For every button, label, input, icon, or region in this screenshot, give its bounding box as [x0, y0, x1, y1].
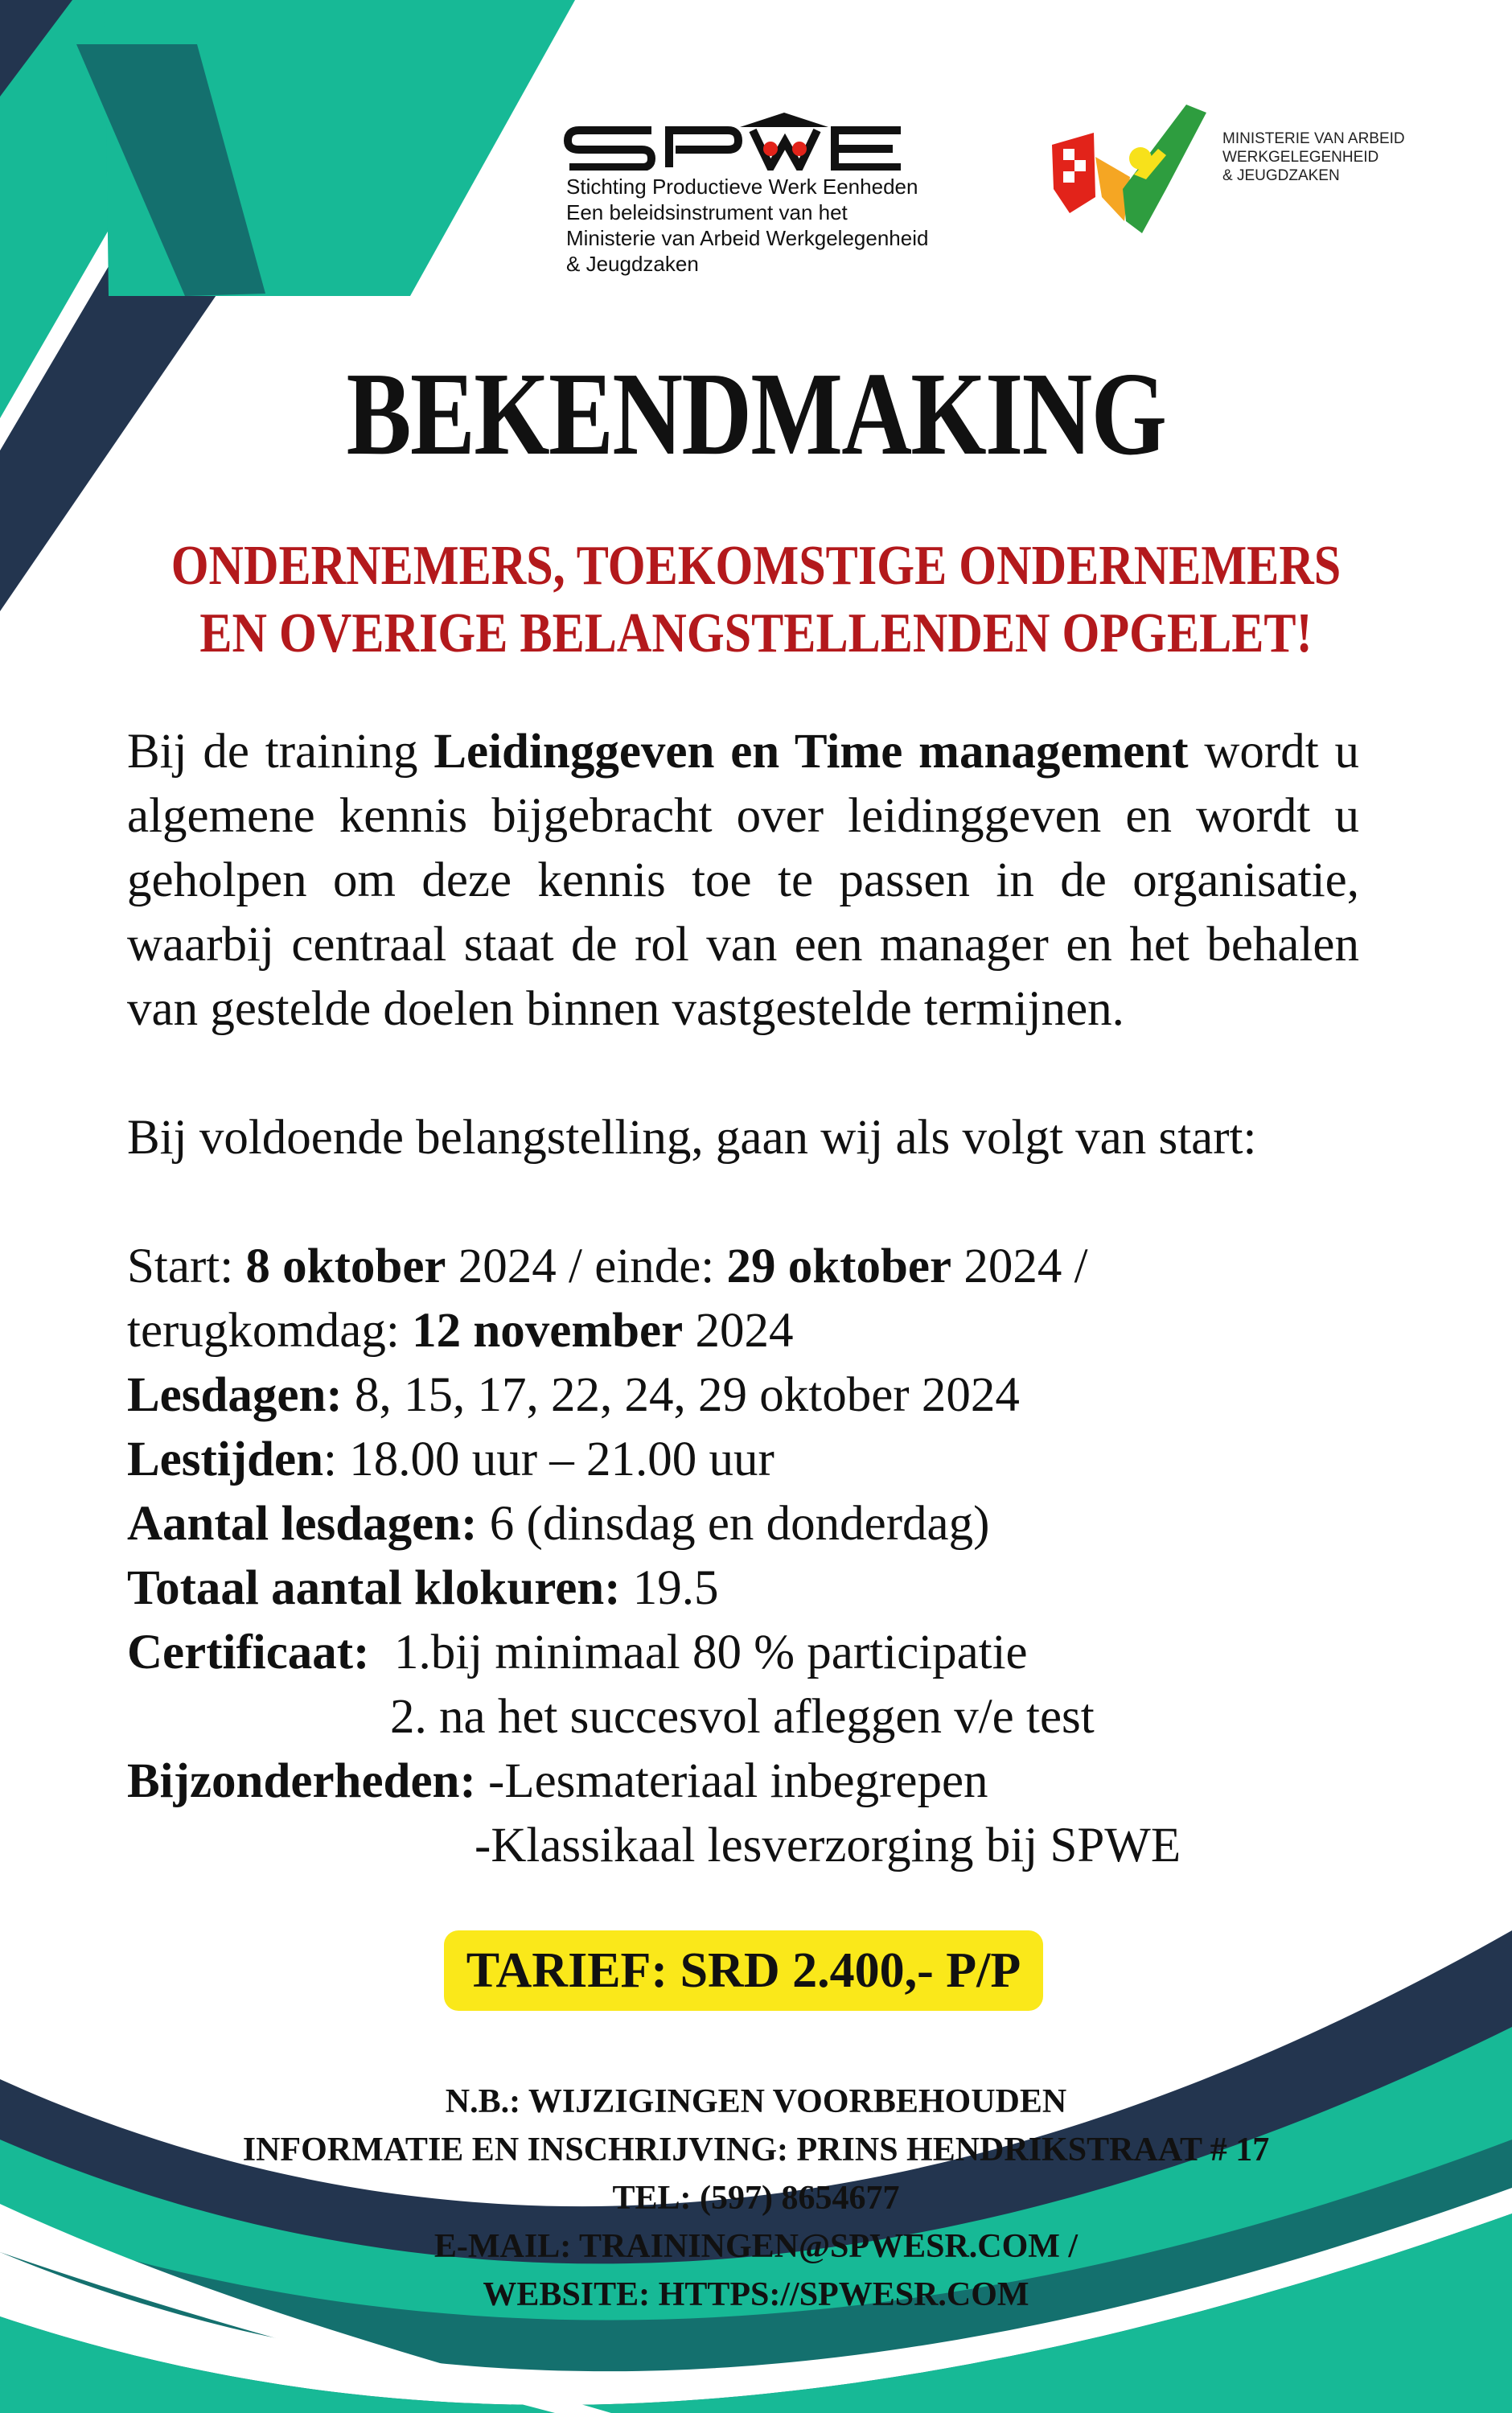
tarief-badge: TARIEF: SRD 2.400,- P/P — [444, 1930, 1043, 2011]
spwe-logo-text — [566, 174, 928, 277]
spwe-logo — [563, 113, 1013, 298]
intro-paragraph — [127, 720, 1359, 1042]
detail-aantal-lesdagen: Aantal lesdagen: 6 (dinsdag en donderdag) — [127, 1497, 990, 1551]
spwe-line: & Jeugdzaken — [566, 252, 699, 276]
footer-info — [0, 2078, 1512, 2319]
paragraph-line: algemene kennis bijgebracht over leidinggeven en wordt u — [127, 789, 1359, 843]
footer-email: E-MAIL: TRAININGEN@SPWESR.COM / — [433, 2228, 1079, 2265]
detail-return-day: terugkomdag: 12 november 2024 — [127, 1304, 794, 1358]
footer-phone: TEL: (597) 8654677 — [612, 2180, 900, 2217]
training-name: Leidinggeven en Time management — [433, 725, 1189, 779]
ministry-line: WERKGELEGENHEID — [1222, 149, 1379, 166]
ministry-logo — [1046, 101, 1448, 237]
detail-certificaat: Certificaat: 1.bij minimaal 80 % participatie — [127, 1626, 1028, 1679]
paragraph-line: Bij de training Leidinggeven en Time management wordt u — [127, 725, 1360, 779]
ministry-line: & JEUGDZAKEN — [1222, 167, 1340, 184]
paragraph-line: geholpen om deze kennis toe te passen in de organisatie, — [127, 853, 1359, 907]
paragraph-line: waarbij centraal staat de rol van een manager en het behalen — [127, 918, 1359, 972]
spwe-wordmark — [563, 113, 989, 171]
spwe-line: Stichting Productieve Werk Eenheden — [566, 175, 918, 199]
spwe-line: Een beleidsinstrument van het — [566, 200, 848, 224]
footer-note: N.B.: WIJZIGINGEN VOORBEHOUDEN — [445, 2083, 1067, 2120]
detail-lesdagen: Lesdagen: 8, 15, 17, 22, 24, 29 oktober 2024 — [127, 1368, 1020, 1422]
spwe-line: Ministerie van Arbeid Werkgelegenheid — [566, 226, 929, 250]
subtitle-line-2: EN OVERIGE BELANGSTELLENDEN OPGELET! — [199, 602, 1313, 664]
ministry-emblem-icon — [1046, 101, 1222, 237]
subtitle-line-1: ONDERNEMERS, TOEKOMSTIGE ONDERNEMERS — [171, 535, 1341, 597]
roof-icon — [740, 113, 828, 127]
start-intro: Bij voldoende belangstelling, gaan wij als volgt van start: — [127, 1111, 1257, 1165]
page-title: BEKENDMAKING — [346, 348, 1166, 480]
detail-start: Start: 8 oktober 2024 / einde: 29 oktober 2024 / — [127, 1239, 1088, 1293]
ministry-line: MINISTERIE VAN ARBEID — [1222, 130, 1405, 147]
ministry-logo-text — [1222, 129, 1405, 185]
detail-bijzonderheden-2: -Klassikaal lesverzorging bij SPWE — [475, 1819, 1181, 1872]
detail-certificaat-2: 2. na het succesvol afleggen v/e test — [390, 1690, 1095, 1744]
footer-website: WEBSITE: HTTPS://SPWESR.COM — [483, 2276, 1029, 2313]
footer-address: INFORMATIE EN INSCHRIJVING: PRINS HENDRIKSTRAAT # 17 — [242, 2131, 1270, 2168]
detail-lestijden: Lestijden: 18.00 uur – 21.00 uur — [127, 1433, 774, 1486]
subtitle — [106, 532, 1407, 668]
paragraph-line: van gestelde doelen binnen vastgestelde termijnen. — [127, 982, 1124, 1036]
training-details — [127, 1235, 1359, 1878]
detail-klokuren: Totaal aantal klokuren: 19.5 — [127, 1561, 719, 1615]
detail-bijzonderheden: Bijzonderheden: -Lesmateriaal inbegrepen — [127, 1754, 988, 1808]
